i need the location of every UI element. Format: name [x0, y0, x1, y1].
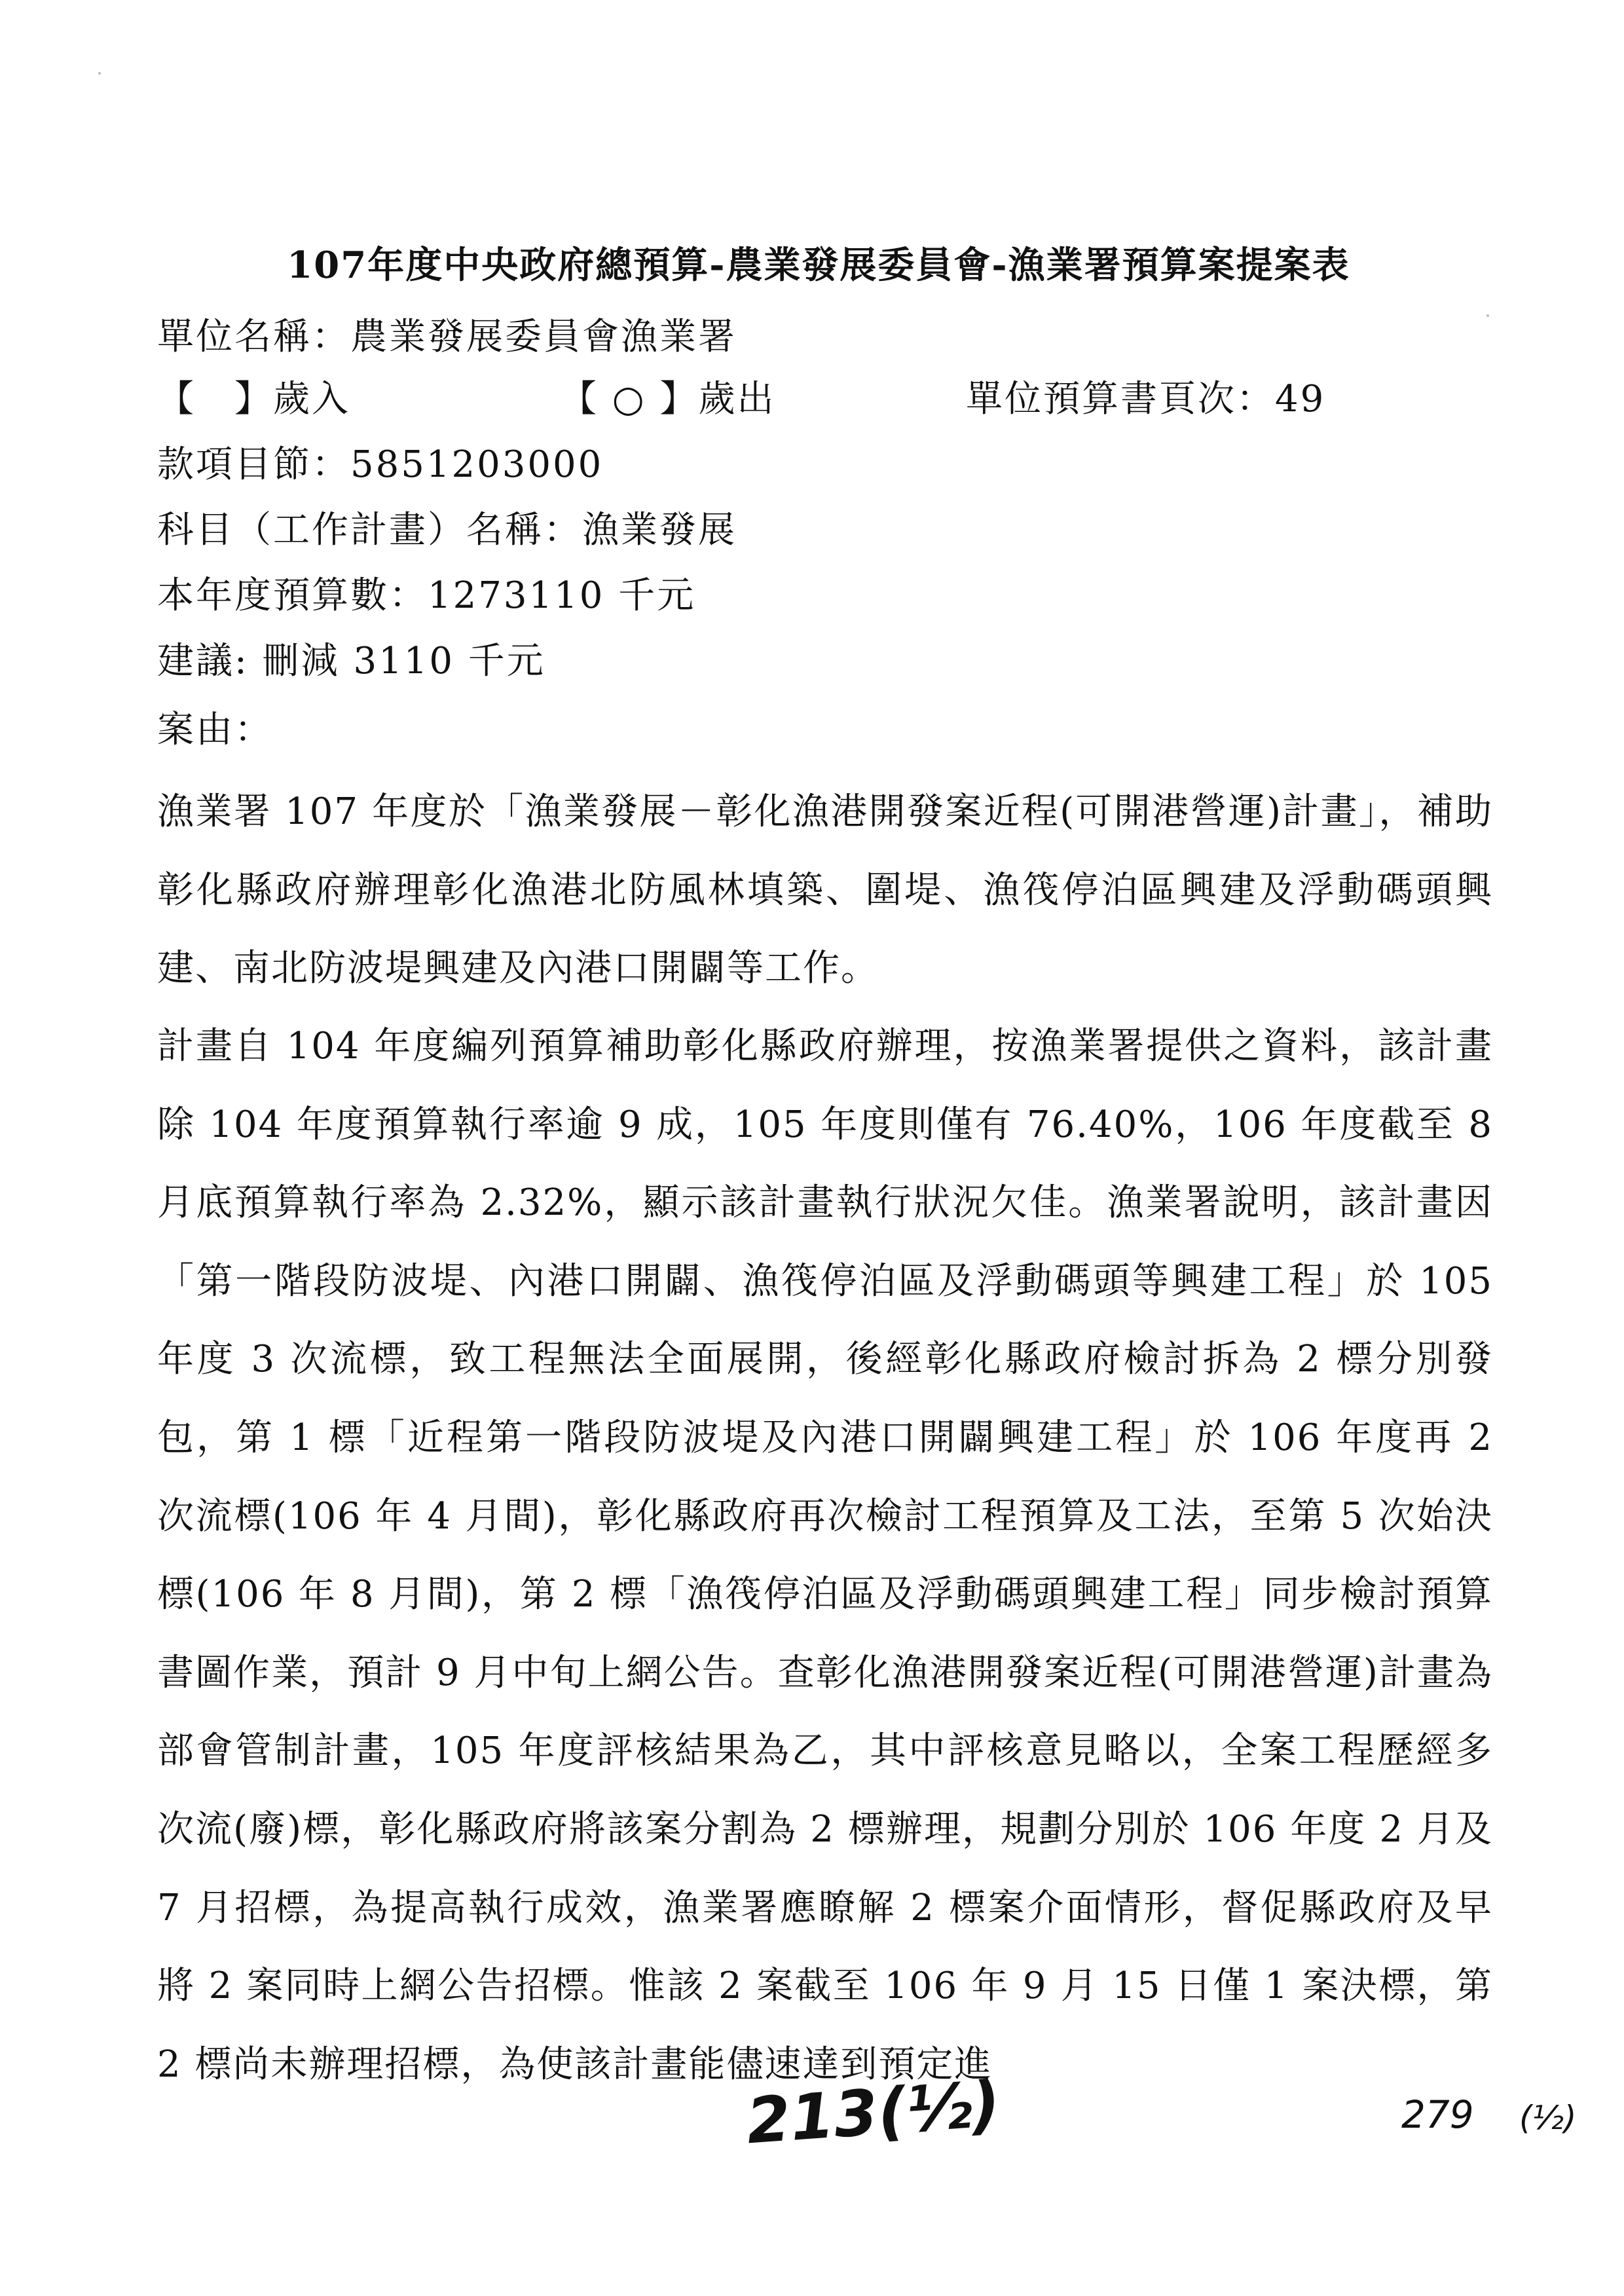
subject-name: 科目（工作計畫）名稱：漁業發展: [157, 509, 737, 551]
handwritten-page-number-right: 279: [1401, 2092, 1474, 2137]
budget-page-number: 單位預算書頁次：49: [966, 378, 1326, 420]
suggestion: 建議: 刪減 3110 千元: [157, 640, 545, 682]
document-title: 107年度中央政府總預算-農業發展委員會-漁業署預算案提案表: [287, 244, 1350, 287]
paragraph-project-scope: 漁業署 107 年度於「漁業發展－彰化漁港開發案近程(可開港營運)計畫」，補助彰化縣政府辦理彰化漁港北防風林填築、圍堤、漁筏停泊區興建及浮動碼頭興建、南北防波堤興建及內港口開闢等工作。: [157, 790, 1493, 990]
budget-type-row: [157, 373, 1480, 426]
revenue-checkbox: 【 】歲入: [157, 378, 350, 420]
item-code: 款項目節：5851203000: [157, 443, 604, 486]
expenditure-checkbox: 【 ○ 】歲出: [560, 378, 776, 420]
scan-speck: [98, 72, 101, 75]
unit-name: 單位名稱：農業發展委員會漁業署: [157, 316, 737, 358]
handwritten-fraction-right: (½): [1519, 2099, 1577, 2137]
budget-amount: 本年度預算數：1273110 千元: [157, 574, 696, 617]
scan-speck: [1486, 314, 1489, 317]
paragraph-execution-status: 計畫自 104 年度編列預算補助彰化縣政府辦理，按漁業署提供之資料，該計畫除 104 年度預算執行率逾 9 成，105 年度則僅有 76.40%，106 年度截至 8 月底預算執行率為 2.32%，顯示該計畫執行狀況欠佳。漁業署說明，該計畫因「第一階段防波堤、內港口開闢、漁筏停泊區及浮動碼頭等興建工程」於 105 年度 3 次流標，致工程無法全面展開，後經彰化縣政府檢討拆為 2 標分別發包，第 1 標「近程第一階段防波堤及內港口開闢興建工程」於 106 年度再 2 次流標(106 年 4 月間)，彰化縣政府再次檢討工程預算及工法，至第 5 次始決標(106 年 8 月間)，第 2 標「漁筏停泊區及浮動碼頭興建工程」同步檢討預算書圖作業，預計 9 月中旬上網公告。查彰化漁港開發案近程(可開港營運)計畫為部會管制計畫，105 年度評核結果為乙，其中評核意見略以，全案工程歷經多次流(廢)標，彰化縣政府將該案分割為 2 標辦理，規劃分別於 106 年度 2 月及 7 月招標，為提高執行成效，漁業署應瞭解 2 標案介面情形，督促縣政府及早將 2 案同時上網公告招標。惟該 2 案截至 106 年 9 月 15 日僅 1 案決標，第 2 標尚未辦理招標，為使該計畫能儘速達到預定進: [157, 1025, 1493, 2086]
handwritten-page-number: 213(½): [744, 2067, 1003, 2158]
reason-label: 案由：: [157, 709, 273, 751]
